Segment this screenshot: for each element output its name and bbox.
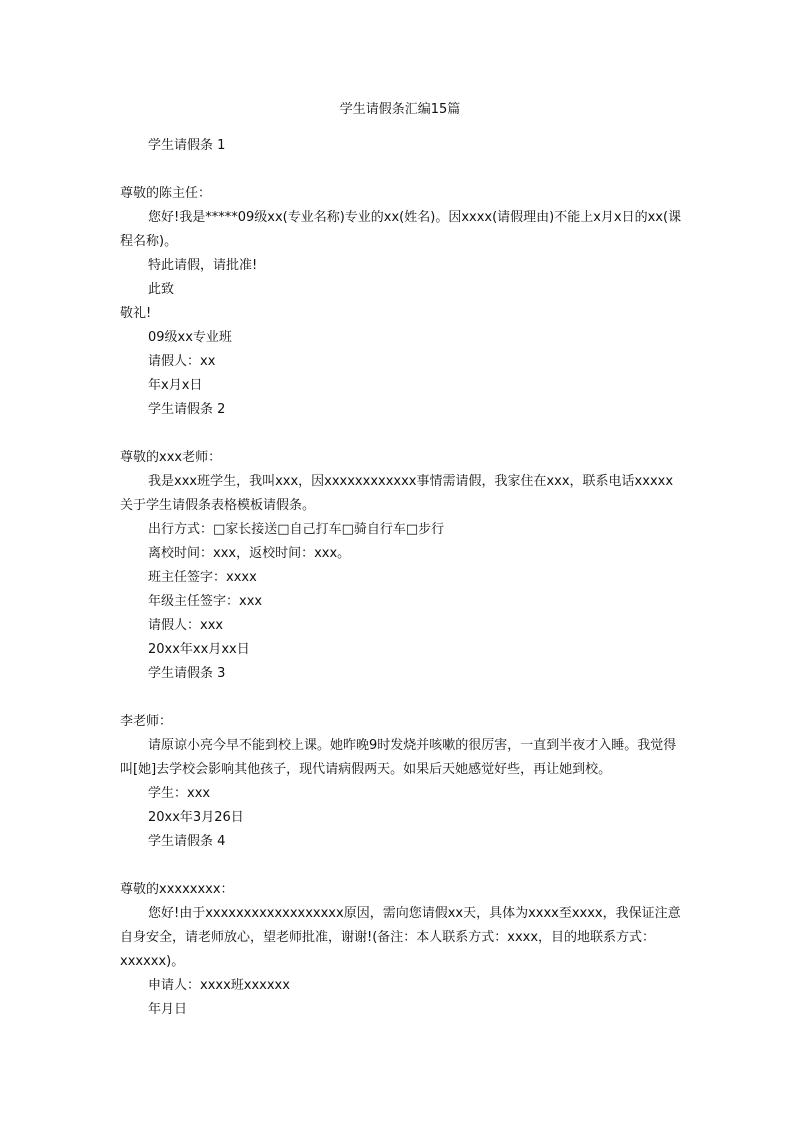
- signature-line: 请假人：xx: [148, 354, 216, 369]
- signature-line: 年级主任签字：xxx: [148, 594, 263, 609]
- closing-line: 敬礼!: [120, 306, 152, 321]
- signature-line: 申请人：xxxx班xxxxxx: [148, 978, 290, 993]
- class-line: 09级xx专业班: [148, 330, 232, 345]
- document-body: [120, 134, 686, 1022]
- paragraph: 您好!由于xxxxxxxxxxxxxxxxxx原因，需向您请假xx天，具体为xxxx至xxxx，我保证注意自身安全，请老师放心，望老师批准，谢谢!(备注：本人联系方式：xxxx，目的地联系方式：xxxxxx)。: [120, 906, 681, 969]
- travel-line: 出行方式：□家长接送□自己打车□骑自行车□步行: [148, 522, 445, 537]
- request-line: 特此请假，请批准!: [148, 258, 258, 273]
- section-heading: 学生请假条 3: [148, 666, 226, 681]
- signature-line: 班主任签字：xxxx: [148, 570, 257, 585]
- salutation: 李老师：: [120, 714, 173, 729]
- signature-line: 请假人：xxx: [148, 618, 224, 633]
- paragraph: 我是xxx班学生，我叫xxx，因xxxxxxxxxxxx事情需请假，我家住在xxx，联系电话xxxxx关于学生请假条表格模板请假条。: [120, 474, 674, 513]
- section-heading: 学生请假条 1: [148, 138, 226, 153]
- salutation: 尊敬的xxxxxxxx：: [120, 882, 234, 897]
- section-heading: 学生请假条 2: [148, 402, 226, 417]
- closing-line: 此致: [148, 282, 175, 297]
- date-line: 年x月x日: [148, 378, 203, 393]
- salutation: 尊敬的xxx老师：: [120, 450, 222, 465]
- date-line: 年月日: [148, 1002, 188, 1017]
- salutation: 尊敬的陈主任：: [120, 186, 212, 201]
- section-heading: 学生请假条 4: [148, 834, 226, 849]
- date-line: 20xx年3月26日: [148, 810, 244, 825]
- signature-line: 学生：xxx: [148, 786, 211, 801]
- document-title: 学生请假条汇编15篇: [339, 102, 461, 117]
- paragraph: 请原谅小亮今早不能到校上课。她昨晚9时发烧并咳嗽的很厉害，一直到半夜才入睡。我觉得叫[她]去学校会影响其他孩子，现代请病假两天。如果后天她感觉好些，再让她到校。: [120, 738, 677, 777]
- paragraph: 您好!我是*****09级xx(专业名称)专业的xx(姓名)。因xxxx(请假理由)不能上x月x日的xx(课程名称)。: [120, 210, 682, 249]
- time-line: 离校时间：xxx，返校时间：xxx。: [148, 546, 351, 561]
- date-line: 20xx年xx月xx日: [148, 642, 250, 657]
